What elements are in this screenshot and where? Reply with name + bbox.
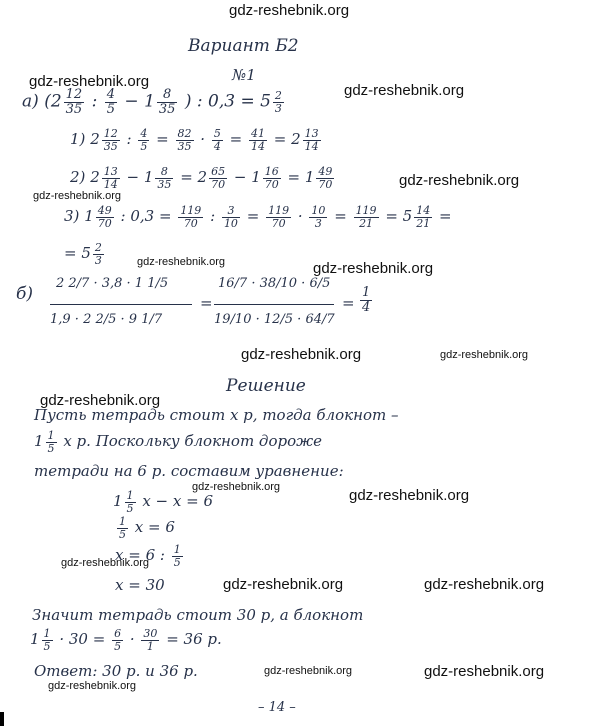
op: − 1 <box>233 168 261 187</box>
watermark: gdz-reshebnik.org <box>192 481 281 493</box>
op: = <box>246 207 260 226</box>
op: = <box>229 130 243 149</box>
fraction-bar <box>214 304 334 305</box>
fraction: $\frac{13}{14}$ <box>103 165 118 191</box>
op: = 1 <box>287 168 315 187</box>
watermark: gdz-reshebnik.org <box>137 256 226 268</box>
watermark: gdz-reshebnik.org <box>399 172 520 189</box>
fraction: $\frac{49}{70}$ <box>97 204 112 230</box>
step-3-result <box>64 242 106 266</box>
watermark: gdz-reshebnik.org <box>440 349 529 361</box>
op: · <box>129 630 135 649</box>
fraction: $\frac{119}{70}$ <box>180 204 202 230</box>
watermark: gdz-reshebnik.org <box>349 487 470 504</box>
text: x = 6 <box>134 518 175 537</box>
fraction: $\frac{14}{21}$ <box>416 204 431 230</box>
fraction: $\frac{2}{3}$ <box>274 89 282 115</box>
equation-2 <box>115 516 175 540</box>
fraction: $\frac{16}{70}$ <box>264 165 279 191</box>
part-b-numerator: 2 2/7 · 3,8 · 1 1/5 <box>56 276 169 291</box>
part-b-right-denominator: 19/10 · 12/5 · 64/7 <box>214 312 335 327</box>
watermark: gdz-reshebnik.org <box>344 82 465 99</box>
op: : <box>91 91 98 112</box>
fraction: $\frac{82}{35}$ <box>177 127 192 153</box>
op: = <box>156 130 169 149</box>
part-b-result <box>358 286 374 314</box>
fraction: $\frac{1}{5}$ <box>43 627 51 653</box>
fraction: $\frac{1}{5}$ <box>126 489 134 515</box>
watermark: gdz-reshebnik.org <box>33 190 122 202</box>
fraction: $\frac{1}{4}$ <box>362 285 371 315</box>
step-label: 2) <box>70 168 86 187</box>
watermark-top: gdz-reshebnik.org <box>229 2 350 19</box>
text: x = 6 : <box>115 546 165 565</box>
fraction: $\frac{119}{21}$ <box>355 204 377 230</box>
op: = 2 <box>180 168 208 187</box>
part-b-right-numerator: 16/7 · 38/10 · 6/5 <box>218 276 331 291</box>
step-label: 3) <box>64 207 80 226</box>
task-number: №1 <box>232 66 256 84</box>
equals: = <box>200 294 213 312</box>
num: 1 <box>84 207 94 226</box>
op: · <box>297 207 303 226</box>
num: 2 <box>90 130 100 149</box>
fraction: $\frac{119}{70}$ <box>268 204 290 230</box>
expr-end: ) : 0,3 = 5 <box>184 91 271 112</box>
step-1 <box>70 128 323 152</box>
fraction: $\frac{1}{5}$ <box>173 543 181 569</box>
op: − 1 <box>124 91 155 112</box>
watermark: gdz-reshebnik.org <box>48 680 137 692</box>
fraction-bar <box>50 304 192 305</box>
part-a-label: а) <box>22 91 39 112</box>
fraction: $\frac{4}{5}$ <box>106 87 116 117</box>
watermark: gdz-reshebnik.org <box>223 576 344 593</box>
op: = <box>439 207 452 226</box>
part-b-denominator: 1,9 · 2 2/5 · 9 1/7 <box>50 312 163 327</box>
fraction: $\frac{65}{70}$ <box>211 165 226 191</box>
op: : <box>210 207 216 226</box>
num: 1 <box>113 492 123 511</box>
step-3 <box>64 205 452 229</box>
fraction: $\frac{41}{14}$ <box>250 127 265 153</box>
fraction: $\frac{10}{3}$ <box>311 204 326 230</box>
op: = 5 <box>64 244 91 263</box>
page-number: – 14 – <box>258 700 296 715</box>
fraction: $\frac{8}{35}$ <box>157 165 172 191</box>
fraction: $\frac{12}{35}$ <box>65 87 83 117</box>
text: · 30 = <box>59 630 106 649</box>
fraction: $\frac{6}{5}$ <box>114 627 122 653</box>
fraction: $\frac{13}{14}$ <box>304 127 319 153</box>
watermark: gdz-reshebnik.org <box>29 73 150 90</box>
page-edge <box>0 712 4 726</box>
part-b-label: б) <box>16 284 34 304</box>
equation-3 <box>115 544 185 568</box>
fraction: $\frac{3}{10}$ <box>223 204 238 230</box>
op: = 5 <box>385 207 413 226</box>
op: : <box>126 130 132 149</box>
calc-line <box>30 628 222 652</box>
num: 1 <box>34 432 44 451</box>
fraction: $\frac{2}{3}$ <box>94 241 102 267</box>
fraction: $\frac{1}{5}$ <box>47 429 55 455</box>
watermark: gdz-reshebnik.org <box>313 260 434 277</box>
conclusion-line: Значит тетрадь стоит 30 р, а блокнот <box>32 606 364 624</box>
text: x − x = 6 <box>142 492 213 511</box>
equals: = <box>342 294 355 312</box>
op: · <box>200 130 206 149</box>
watermark: gdz-reshebnik.org <box>424 576 545 593</box>
fraction: $\frac{8}{35}$ <box>158 87 176 117</box>
fraction: $\frac{30}{1}$ <box>143 627 158 653</box>
text-line-2 <box>34 430 322 454</box>
fraction: $\frac{12}{35}$ <box>103 127 118 153</box>
fraction: $\frac{4}{5}$ <box>140 127 148 153</box>
step-2 <box>70 166 336 190</box>
equation-4: x = 30 <box>115 576 165 594</box>
text: = 36 р. <box>166 630 222 649</box>
part-a-expression <box>22 88 286 116</box>
watermark: gdz-reshebnik.org <box>241 346 362 363</box>
num: 1 <box>30 630 40 649</box>
page-title: Вариант Б2 <box>188 36 299 56</box>
answer-line: Ответ: 30 р. и 36 р. <box>34 662 198 680</box>
fraction: $\frac{5}{4}$ <box>213 127 221 153</box>
fraction: $\frac{1}{5}$ <box>119 515 126 541</box>
solution-heading: Решение <box>226 376 306 396</box>
op: = <box>334 207 347 226</box>
watermark: gdz-reshebnik.org <box>40 392 161 409</box>
expr-start: (2 <box>44 91 62 112</box>
fraction: $\frac{49}{70}$ <box>318 165 333 191</box>
op: : 0,3 = <box>120 207 172 226</box>
equation-1 <box>113 490 213 514</box>
text: x р. Поскольку блокнот дороже <box>63 432 323 451</box>
op: = 2 <box>273 130 301 149</box>
text-line-3: тетради на 6 р. составим уравнение: <box>34 462 344 480</box>
num: 2 <box>90 168 100 187</box>
watermark: gdz-reshebnik.org <box>264 665 353 677</box>
text-line-1: Пусть тетрадь стоит x р, тогда блокнот – <box>34 406 399 424</box>
step-label: 1) <box>70 130 86 149</box>
watermark: gdz-reshebnik.org <box>61 557 150 569</box>
watermark: gdz-reshebnik.org <box>424 663 545 680</box>
op: − 1 <box>126 168 154 187</box>
